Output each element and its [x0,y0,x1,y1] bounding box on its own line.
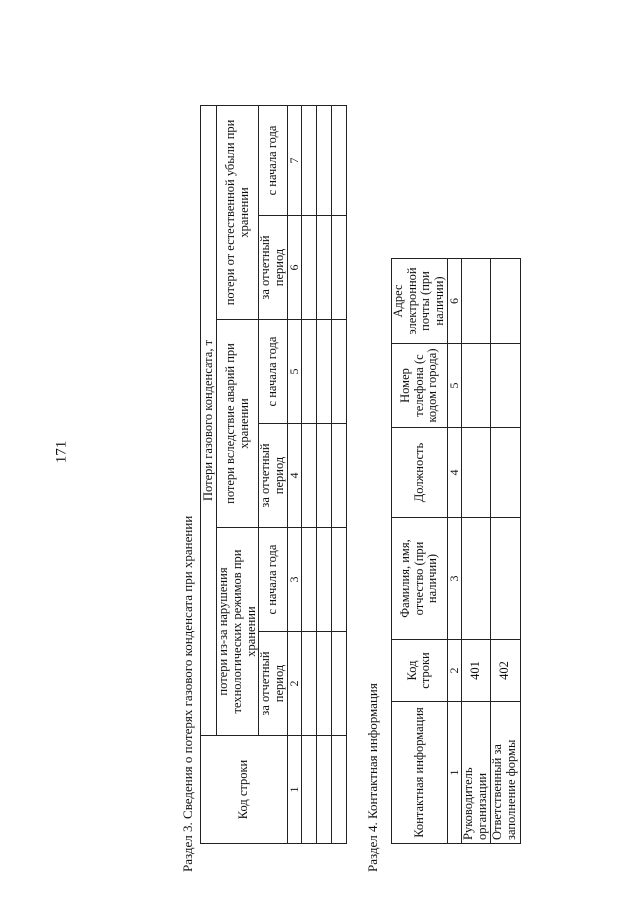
empty-cell[interactable] [462,344,491,428]
header-email: Адрес электронной почты (при наличии) [391,259,447,344]
column-number: 3 [287,528,301,632]
header-ytd: с начала года [259,105,288,215]
empty-cell[interactable] [462,518,491,640]
table-row [316,105,331,843]
header-phone: Номер телефона (с кодом города) [391,344,447,428]
header-accident-losses: потери вследствие аварий при хранении [217,320,259,528]
empty-cell[interactable] [490,259,520,344]
header-ytd: с начала года [259,320,288,424]
table-row [331,105,346,843]
header-fullname: Фамилия, имя, отчество (при наличии) [391,518,447,640]
header-position: Должность [391,428,447,518]
empty-cell[interactable] [331,424,346,528]
section4-table [391,258,521,844]
section4-title: Раздел 4. Контактная информация [364,683,380,872]
empty-cell[interactable] [490,428,520,518]
page-number: 171 [53,440,70,464]
empty-cell[interactable] [316,736,331,844]
empty-cell[interactable] [331,736,346,844]
rotated-page-content [180,42,519,872]
column-number: 7 [287,105,301,215]
row-code: 402 [490,640,520,702]
empty-cell[interactable] [316,528,331,632]
empty-cell[interactable] [301,528,316,632]
empty-cell[interactable] [316,632,331,736]
section3-title: Раздел 3. Сведения о потерях газового конденсата при хранении [180,515,195,872]
header-tech-losses: потери из-за нарушения технологических режимов при хранении [217,528,259,736]
header-natural-losses: потери от естественной убыли при хранении [217,105,259,319]
column-number: 2 [447,640,461,702]
empty-cell[interactable] [316,320,331,424]
column-number: 1 [447,702,461,844]
empty-cell[interactable] [316,424,331,528]
empty-cell[interactable] [331,528,346,632]
row-label: Ответственный за заполнение формы [490,702,520,844]
empty-cell[interactable] [301,105,316,215]
empty-cell[interactable] [301,632,316,736]
empty-cell[interactable] [490,344,520,428]
header-code: Код строки [201,736,288,844]
empty-cell[interactable] [462,428,491,518]
table-row [301,105,316,843]
header-contact: Контактная информация [391,702,447,844]
column-number: 5 [447,344,461,428]
empty-cell[interactable] [331,105,346,215]
column-number: 3 [447,518,461,640]
empty-cell[interactable] [316,216,331,320]
column-numbers-row [287,105,301,843]
table-row [490,259,520,844]
header-period: за отчетный период [259,216,288,320]
header-condensate-losses: Потери газового конденсата, т [201,105,217,735]
empty-cell[interactable] [331,320,346,424]
empty-cell[interactable] [462,259,491,344]
header-code: Код строки [391,640,447,702]
column-number: 2 [287,632,301,736]
empty-cell[interactable] [331,216,346,320]
empty-cell[interactable] [490,518,520,640]
row-label: Руководитель организации [462,702,491,844]
column-number: 1 [287,736,301,844]
column-number: 6 [447,259,461,344]
empty-cell[interactable] [316,105,331,215]
table-row [462,259,491,844]
section3-table [200,105,347,844]
row-code: 401 [462,640,491,702]
column-number: 5 [287,320,301,424]
header-period: за отчетный период [259,632,288,736]
column-numbers-row [447,259,461,844]
column-number: 4 [287,424,301,528]
header-ytd: с начала года [259,528,288,632]
column-number: 4 [447,428,461,518]
header-period: за отчетный период [259,424,288,528]
column-number: 6 [287,216,301,320]
empty-cell[interactable] [301,424,316,528]
empty-cell[interactable] [301,216,316,320]
empty-cell[interactable] [301,736,316,844]
empty-cell[interactable] [331,632,346,736]
empty-cell[interactable] [301,320,316,424]
